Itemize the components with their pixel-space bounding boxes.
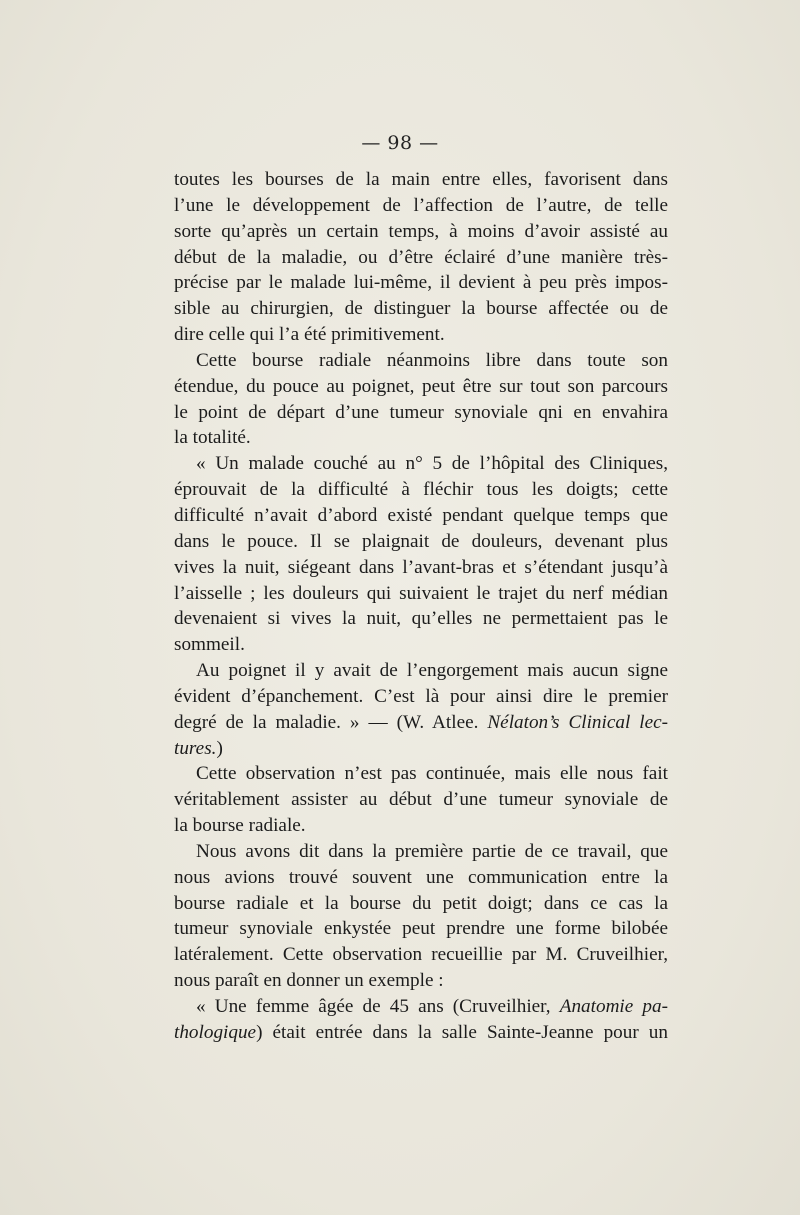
text-line: sorte qu’après un certain temps, à moins d’avoir assisté au xyxy=(174,220,668,242)
text-line: sible au chirurgien, de distinguer la bourse affectée ou de xyxy=(174,298,668,320)
text-line: vives la nuit, siégeant dans l’avant-bras et s’étendant jusqu’à xyxy=(174,556,668,578)
text-line: la totalité. xyxy=(174,427,251,449)
text-line: sommeil. xyxy=(174,634,245,656)
text-line: Cette observation n’est pas continuée, mais elle nous fait xyxy=(196,763,668,785)
text-line: dans le pouce. Il se plaignait de douleurs, devenant plus xyxy=(174,530,668,552)
text-line: tures.) xyxy=(174,737,223,759)
italic-title: tures. xyxy=(174,737,217,759)
text-line: degré de la maladie. » — (W. Atlee. Nélaton’s Clinical lec- xyxy=(174,711,669,733)
text-line: latéralement. Cette observation recueillie par M. Cruveilhier, xyxy=(174,944,668,966)
italic-title: Anatomie pa- xyxy=(559,996,668,1017)
text-line: nous paraît en donner un exemple : xyxy=(174,970,444,992)
text-line: la bourse radiale. xyxy=(174,815,306,837)
text-line: le point de départ d’une tumeur synoviale qni en envahira xyxy=(174,401,668,423)
text-line: Cette bourse radiale néanmoins libre dans toute son xyxy=(196,349,668,371)
text-line: toutes les bourses de la main entre elles, favorisent dans xyxy=(174,169,668,190)
text-line: éprouvait de la difficulté à fléchir tous les doigts; cette xyxy=(174,479,668,501)
text-line: l’une le développement de l’affection de l’autre, de telle xyxy=(174,194,668,216)
text-line: « Un malade couché au n° 5 de l’hôpital des Cliniques, xyxy=(196,453,668,475)
text-line: dire celle qui l’a été primitivement. xyxy=(174,324,445,346)
text-line: précise par le malade lui-même, il devient à peu près impos- xyxy=(174,272,668,294)
text-line: Au poignet il y avait de l’engorgement mais aucun signe xyxy=(196,660,668,682)
text-line: difficulté n’avait d’abord existé pendant quelque temps que xyxy=(174,504,668,526)
text-line: tumeur synoviale enkystée peut prendre une forme bilobée xyxy=(174,918,668,940)
text-line: étendue, du pouce au poignet, peut être sur tout son parcours xyxy=(174,375,668,397)
text-line: évident d’épanchement. C’est là pour ainsi dire le premier xyxy=(174,685,668,707)
text-line: « Une femme âgée de 45 ans (Cruveilhier, Anatomie pa- xyxy=(196,996,668,1017)
text-line: l’aisselle ; les douleurs qui suivaient le trajet du nerf médian xyxy=(174,582,668,604)
text-line: bourse radiale et la bourse du petit doigt; dans ce cas la xyxy=(174,892,668,914)
text-line: véritablement assister au début d’une tumeur synoviale de xyxy=(174,789,668,811)
text-line: devenaient si vives la nuit, qu’elles ne permettaient pas le xyxy=(174,608,668,630)
text-line: Nous avons dit dans la première partie de ce travail, que xyxy=(196,840,668,862)
text-line: nous avions trouvé souvent une communication entre la xyxy=(174,866,668,888)
text-line: thologique) était entrée dans la salle Sainte-Jeanne pour un xyxy=(174,1021,668,1043)
page-number: — 98 — xyxy=(361,132,439,154)
text-line: début de la maladie, ou d’être éclairé d’une manière très- xyxy=(174,246,668,268)
italic-title: Nélaton’s Clinical lec- xyxy=(487,711,669,733)
body-text xyxy=(174,167,668,1046)
italic-title: thologique xyxy=(174,1021,257,1043)
